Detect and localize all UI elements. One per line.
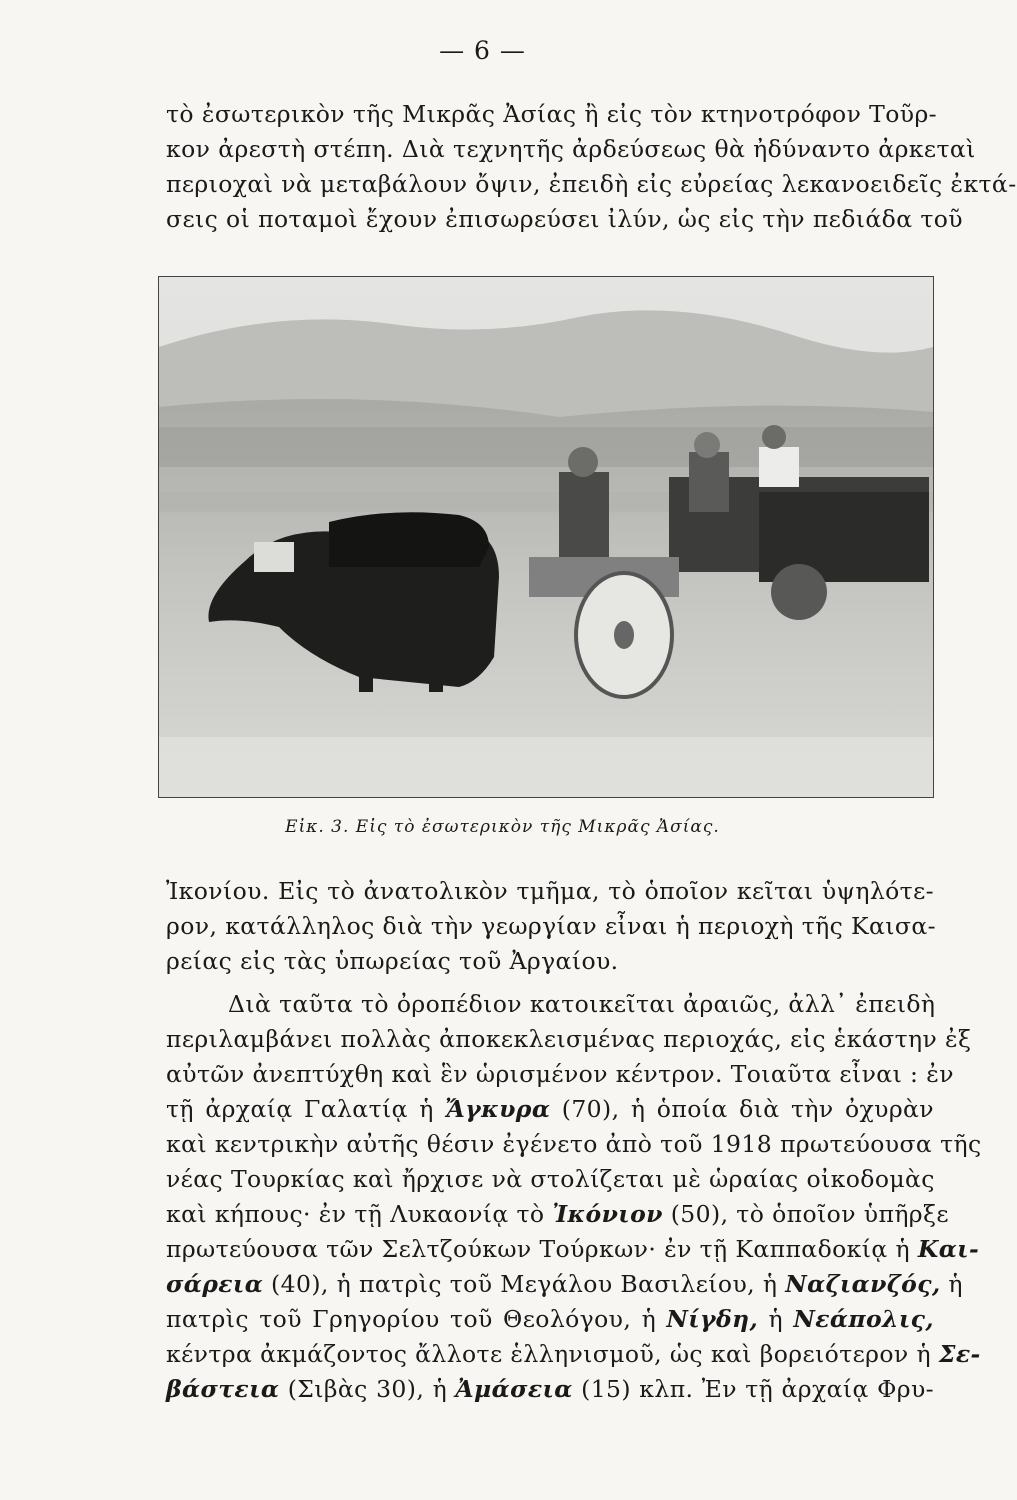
place-name-neapolis: Νεάπολις, [793, 1305, 934, 1333]
text-line: ρείας εἰς τὰς ὑπωρείας τοῦ Ἀργαίου. [166, 947, 619, 975]
text-run: ἡ [940, 1270, 963, 1298]
text-line: καὶ κεντρικὴν αὐτῆς θέσιν ἐγένετο ἀπὸ τοῦ 1918 πρωτεύουσα τῆς [166, 1130, 982, 1158]
text-run: πατρὶς τοῦ Γρηγορίου τοῦ Θεολόγου, ἡ [166, 1305, 667, 1333]
text-run: (50), τὸ ὁποῖον ὑπῆρξε [662, 1200, 949, 1228]
text-line: περιλαμβάνει πολλὰς ἀποκεκλεισμένας περιοχάς, εἰς ἑκάστην ἐξ [166, 1025, 972, 1053]
text-run: πρωτεύουσα τῶν Σελτζούκων Τούρκων· ἐν τῇ Καππαδοκίᾳ ἡ [166, 1235, 918, 1263]
text-line: Διὰ ταῦτα τὸ ὀροπέδιον κατοικεῖται ἀραιῶς, ἀλλ᾽ ἐπειδὴ [228, 990, 936, 1018]
place-name-nazianzos: Ναζιανζός, [785, 1270, 941, 1298]
place-name-ikonion: Ἰκόνιον [552, 1200, 663, 1228]
paragraph-top [166, 97, 1017, 237]
place-name-nigde: Νίγδη, [666, 1305, 759, 1333]
paragraph-2 [166, 874, 934, 979]
page-number: — 6 — [439, 36, 526, 65]
place-name-kaisareia: σάρεια [166, 1270, 264, 1298]
text-run: (15) κλπ. Ἐν τῇ ἀρχαίᾳ Φρυ- [572, 1375, 934, 1403]
text-line [166, 1092, 934, 1127]
text-run: (70), ἡ ὁποία διὰ τὴν ὀχυρὰν [550, 1095, 934, 1123]
photo-illustration [159, 277, 933, 797]
text-line [166, 1302, 934, 1337]
text-line: κον ἀρεστὴ στέπη. Διὰ τεχνητῆς ἀρδεύσεως θὰ ἠδύναντο ἀρκεταὶ [166, 135, 976, 163]
text-run: τῇ ἀρχαίᾳ Γαλατίᾳ ἡ [166, 1095, 446, 1123]
text-line [166, 1337, 981, 1372]
text-line: τὸ ἐσωτερικὸν τῆς Μικρᾶς Ἀσίας ἢ εἰς τὸν κτηνοτρόφον Τοῦρ- [166, 100, 938, 128]
place-name-amaseia: Ἀμάσεια [455, 1375, 573, 1403]
text-line [166, 1232, 980, 1267]
ox-cart-photo [158, 276, 934, 798]
paragraph-3 [166, 987, 982, 1407]
text-run: ἡ [758, 1305, 794, 1333]
text-run: κέντρα ἀκμάζοντος ἄλλοτε ἑλληνισμοῦ, ὡς καὶ βορειότερον ἡ [166, 1340, 939, 1368]
text-line: νέας Τουρκίας καὶ ἤρχισε νὰ στολίζεται μὲ ὡραίας οἰκοδομὰς [166, 1165, 935, 1193]
text-line: ρον, κατάλληλος διὰ τὴν γεωργίαν εἶναι ἡ περιοχὴ τῆς Καισα- [166, 912, 936, 940]
text-line: αὐτῶν ἀνεπτύχθη καὶ ἓν ὡρισμένον κέντρον. Τοιαῦτα εἶναι : ἐν [166, 1060, 954, 1088]
text-run: καὶ κήπους· ἐν τῇ Λυκαονίᾳ τὸ [166, 1200, 553, 1228]
text-line: σεις οἱ ποταμοὶ ἔχουν ἐπισωρεύσει ἰλύν, ὡς εἰς τὴν πεδιάδα τοῦ [166, 205, 963, 233]
text-run: (Σιβὰς 30), ἡ [279, 1375, 456, 1403]
text-line [166, 1197, 949, 1232]
place-name-kaisareia: Και- [917, 1235, 980, 1263]
place-name-sebasteia: βάστεια [166, 1375, 280, 1403]
text-line: Ἰκονίου. Εἰς τὸ ἀνατολικὸν τμῆμα, τὸ ὁποῖον κεῖται ὑψηλότε- [166, 877, 934, 905]
text-line [166, 1267, 963, 1302]
text-run: (40), ἡ πατρὶς τοῦ Μεγάλου Βασιλείου, ἡ [263, 1270, 786, 1298]
figure-caption: Εἰκ. 3. Εἰς τὸ ἐσωτερικὸν τῆς Μικρᾶς Ἀσίας. [285, 817, 720, 837]
place-name-sebasteia: Σε- [938, 1340, 981, 1368]
text-line [166, 1372, 934, 1407]
text-line: περιοχαὶ νὰ μεταβάλουν ὄψιν, ἐπειδὴ εἰς εὐρείας λεκανοειδεῖς ἐκτά- [166, 170, 1017, 198]
place-name-ankara: Ἄγκυρα [445, 1095, 551, 1123]
